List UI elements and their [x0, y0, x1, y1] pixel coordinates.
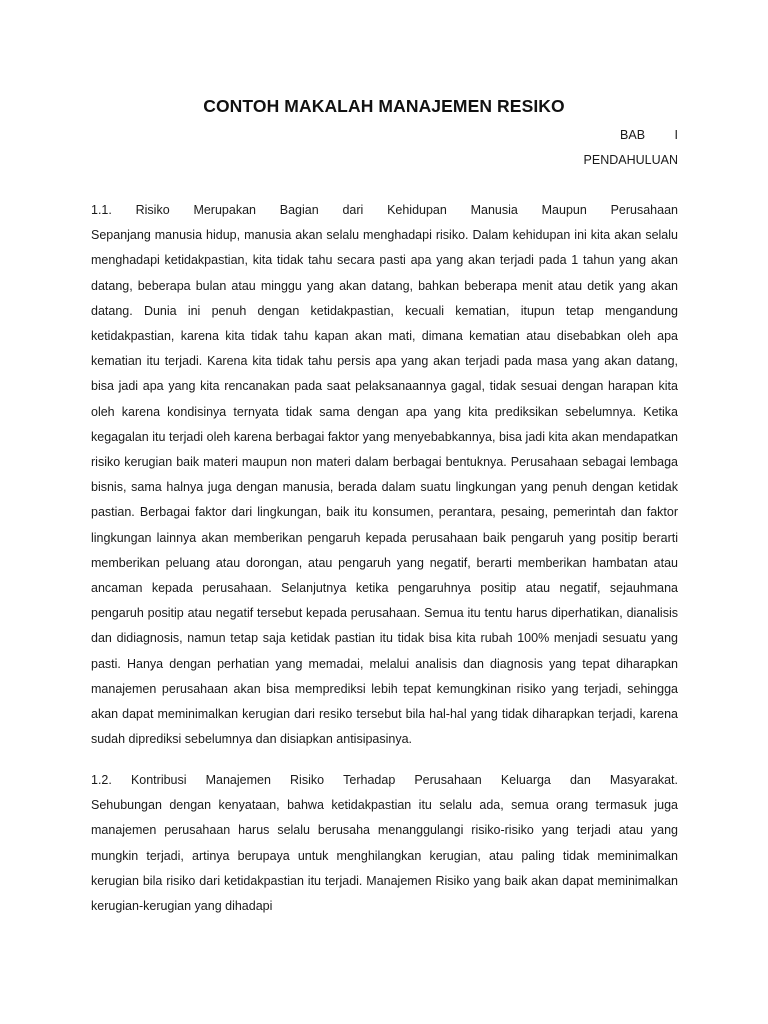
chapter-number: BAB I: [620, 128, 678, 142]
section-heading: [91, 198, 678, 223]
section-body: Sehubungan dengan kenyataan, bahwa ketidakpastian itu selalu ada, semua orang termasuk juga manajemen perusahaan harus selalu berusaha menanggulangi risiko-risiko yang terjadi atau yang mungkin terjadi, artinya berupaya untuk menghilangkan kerugian, atau paling tidak meminimalkan kerugian bila risiko dari ketidakpastian itu terjadi. Manajemen Risiko yang baik akan dapat meminimalkan kerugian-kerugian yang dihadapi: [91, 798, 678, 914]
heading-word: Bagian: [279, 203, 319, 217]
heading-word: Maupun: [541, 203, 587, 217]
section-1-2: [91, 768, 678, 919]
heading-word: Masyarakat.: [609, 773, 678, 787]
heading-word: Merupakan: [193, 203, 256, 217]
chapter-title: PENDAHULUAN: [583, 153, 678, 167]
section-number: 1.2.: [91, 773, 112, 787]
heading-word: Risiko: [290, 773, 325, 787]
heading-word: Perusahaan: [414, 773, 482, 787]
heading-word: Kehidupan: [387, 203, 447, 217]
section-number: 1.1.: [91, 203, 112, 217]
heading-word: Kontribusi: [130, 773, 187, 787]
heading-word: Terhadap: [343, 773, 396, 787]
heading-word: Manusia: [470, 203, 518, 217]
section-heading: [91, 768, 678, 793]
section-body: Sepanjang manusia hidup, manusia akan selalu menghadapi risiko. Dalam kehidupan ini kita akan selalu menghadapi ketidakpastian, kita tidak tahu secara pasti apa yang akan terjadi pada 1 tahun yang akan datang, beberapa bulan atau minggu yang akan datang, bahkan beberapa menit atau detik yang akan datang. Dunia ini penuh dengan ketidakpastian, kecuali kematian, itupun tetap mengandung ketidakpastian, karena kita tidak tahu kapan akan mati, dimana kematian atau disebabkan oleh apa kematian itu terjadi. Karena kita tidak tahu persis apa yang akan terjadi pada masa yang akan datang, bisa jadi apa yang kita rencanakan pada saat pelaksanaannya gagal, tidak sesuai dengan harapan kita oleh karena kondisinya ternyata tidak sama dengan apa yang kita prediksikan sebelumnya. Ketika kegagalan itu terjadi oleh karena berbagai faktor yang menyebabkannya, bisa jadi kita akan mendapatkan risiko kerugian baik materi maupun non materi dalam berbagai bentuknya. Perusahaan sebagai lembaga bisnis, sama halnya juga dengan manusia, berada dalam suatu lingkungan yang penuh dengan ketidak pastian. Berbagai faktor dari lingkungan, baik itu konsumen, perantara, pesaing, pemerintah dan faktor lingkungan lainnya akan memberikan pengaruh kepada perusahaan baik pengaruh yang positip berarti memberikan peluang atau dorongan, atau pengaruh yang negatif, berarti memberikan hambatan atau ancaman kepada perusahaan. Selanjutnya ketika pengaruhnya positip atau negatif, sejauhmana pengaruh positip atau negatif tersebut kepada perusahaan. Semua itu tentu harus diperhatikan, dianalisis dan didiagnosis, namun tetap saja ketidak pastian itu tidak bisa kita rubah 100% menjadi sesuatu yang pasti. Hanya dengan perhatian yang memadai, melalui analisis dan diagnosis yang tepat diharapkan manajemen perusahaan akan bisa memprediksi lebih tepat kemungkinan risiko yang terjadi, sehingga akan dapat meminimalkan kerugian dari resiko tersebut bila hal-hal yang tidak diharapkan terjadi, karena sudah diprediksi sebelumnya dan disiapkan antisipasinya.: [91, 228, 678, 747]
heading-word: Keluarga: [500, 773, 551, 787]
section-1-1: [91, 198, 678, 752]
heading-word: Perusahaan: [610, 203, 678, 217]
heading-word: Risiko: [135, 203, 170, 217]
heading-word: dari: [342, 203, 364, 217]
document-title: CONTOH MAKALAH MANAJEMEN RESIKO: [203, 96, 565, 116]
heading-word: Manajemen: [205, 773, 271, 787]
heading-word: dan: [569, 773, 591, 787]
